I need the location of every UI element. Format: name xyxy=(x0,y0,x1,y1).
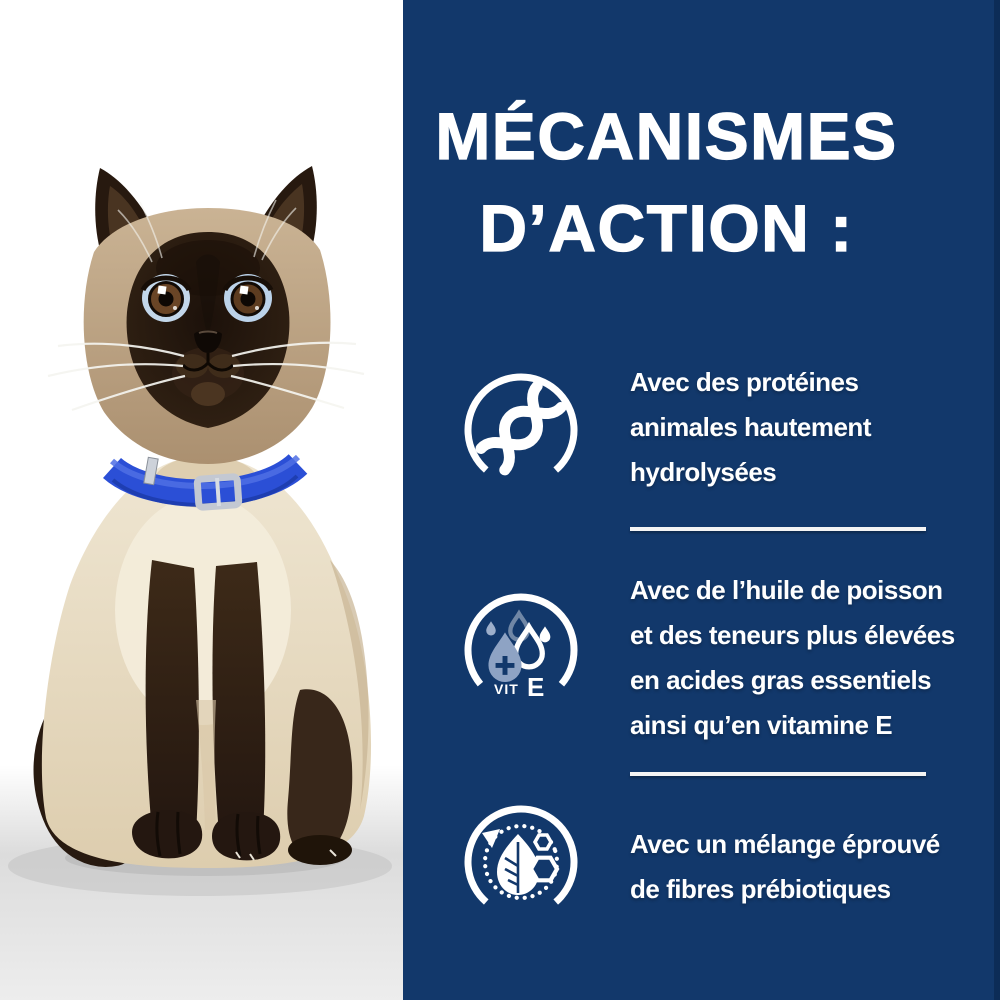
page-title-line-2: D’ACTION : xyxy=(479,191,854,265)
photo-side xyxy=(0,0,403,1000)
cat-front-leg xyxy=(212,562,265,834)
item-text-line: de fibres prébiotiques xyxy=(630,874,891,904)
e-label: E xyxy=(527,672,545,702)
item-text-line: et des teneurs plus élevées xyxy=(630,620,955,650)
page-title-line-1: MÉCANISMES xyxy=(435,99,898,173)
item-text-line: ainsi qu’en vitamine E xyxy=(630,710,893,740)
info-panel xyxy=(403,0,1000,1000)
item-text-line: Avec de l’huile de poisson xyxy=(630,575,943,605)
mechanism-item-2 xyxy=(630,568,955,748)
item-text-line: Avec un mélange éprouvé xyxy=(630,829,940,859)
panel-right-edge xyxy=(994,0,1000,1000)
dna-icon xyxy=(461,370,581,490)
item-text-line: hydrolysées xyxy=(630,457,777,487)
page-title xyxy=(403,90,930,274)
item-text-line: en acides gras essentiels xyxy=(630,665,932,695)
mechanism-item-1 xyxy=(630,360,871,495)
prebiotic-fibres-leaf-icon xyxy=(461,802,581,922)
droplets-vitamin-e-icon xyxy=(461,590,581,710)
cat-paw xyxy=(132,810,202,858)
cat-paw xyxy=(212,812,280,860)
cat-head xyxy=(48,166,364,464)
vit-label: VIT xyxy=(494,681,519,697)
divider xyxy=(630,772,926,776)
cat-photo xyxy=(0,0,403,1000)
divider xyxy=(630,527,926,531)
cat-eye xyxy=(224,274,272,322)
item-text-line: animales hautement xyxy=(630,412,871,442)
cat-eye xyxy=(142,274,190,322)
item-text-line: Avec des protéines xyxy=(630,367,859,397)
mechanism-item-3 xyxy=(630,822,940,912)
cat-front-leg xyxy=(146,560,199,834)
